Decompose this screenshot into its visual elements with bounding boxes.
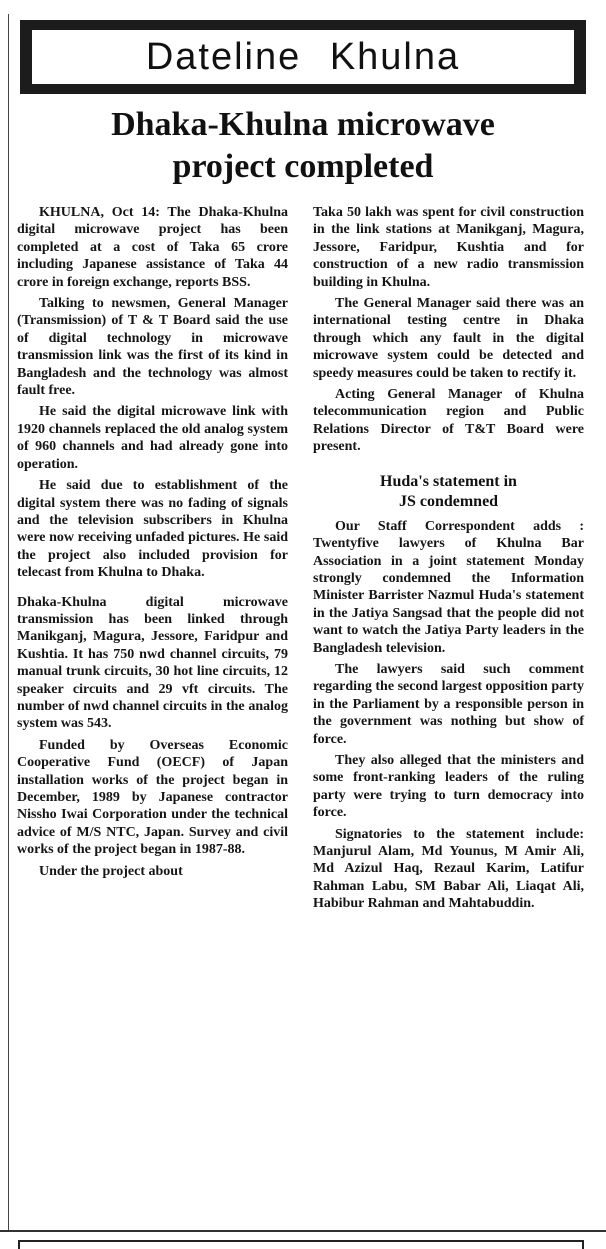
left-column-rule [8,14,9,1234]
article-column-right [313,204,584,917]
left-paragraph-1: KHULNA, Oct 14: The Dhaka-Khulna digital microwave project has been completed at a cost of Taka 65 crore including Japanese assistance of Taka 44 crore in foreign exchange, reports BSS. [17,205,288,290]
section-title: Dateline Khulna [145,35,461,78]
sub-paragraph-1: Our Staff Correspondent adds : Twentyfive lawyers of Khulna Bar Association in a joint statement Monday strongly condemned the Information Minister Barrister Nazmul Huda's statement in the Jatiya Sangsad that the people did not want to watch the Jatiya Party leaders in the Bangladesh television. [313,518,584,656]
sub-article-headline [313,472,584,512]
sub-paragraph-3: They also alleged that the ministers and some front-ranking leaders of the ruling party were trying to turn democracy into force. [313,752,584,821]
right-paragraph-1: Taka 50 lakh was spent for civil construction in the link stations at Manikganj, Magura, Jessore, Faridpur, Kushtia and for construction of a new radio transmission building in Khulna. [313,205,584,290]
right-paragraph-3: Acting General Manager of Khulna telecommunication region and Public Relations Director of T&T Board were present. [313,387,584,455]
subhead-line-2: JS condemned [398,492,499,510]
article-headline [14,104,592,188]
left-paragraph-3: He said the digital microwave link with 1920 channels replaced the old analog system of 960 channels and had already gone into operation. [17,404,288,472]
section-banner [20,20,586,94]
subhead-line-1: Huda's statement in [380,472,517,490]
section-banner-inner [30,28,576,86]
headline-line-1: Dhaka-Khulna microwave [111,106,495,143]
sub-paragraph-2: The lawyers said such comment regarding the second largest opposition party in the Parliament by a responsible person in the government was nothing but show of force. [313,661,584,747]
right-paragraph-2: The General Manager said there was an international testing centre in Dhaka through which any fault in the digital microwave system could be detected and speedy measures could be taken to rectify it. [313,296,584,381]
left-paragraph-4: He said due to establishment of the digital system there was no fading of signals and the television subscribers in Khulna were now receiving unfaded pictures. He said the project also included provision for telecast from Khulna to Dhaka. [17,478,288,581]
left-paragraph-5: Dhaka-Khulna digital microwave transmission has been linked through Manikganj, Magura, Jessore, Faridpur and Kushtia. It has 750 nwd channel circuits, 79 manual trunk circuits, 30 hot line circuits, 12 speaker circuits and 29 vft circuits. The number of nwd channel circuits in the analog system was 543. [17,594,288,732]
article-column-left [17,204,288,884]
left-paragraph-2: Talking to newsmen, General Manager (Transmission) of T & T Board said the use of digital technology in microwave transmission link was the first of its kind in Bangladesh and the technology was almost fault free. [17,296,288,399]
left-paragraph-7: Under the project about [39,863,183,879]
sub-paragraph-4: Signatories to the statement include: Manjurul Alam, Md Younus, M Amir Ali, Md Azizul Haq, Rezaul Karim, Latifur Rahman Labu, SM Babar Ali, Liaqat Ali, Habibur Rahman and Mahtabuddin. [313,826,584,912]
next-article-frame [18,1240,584,1249]
bottom-border [0,1230,606,1249]
left-paragraph-6: Funded by Overseas Economic Cooperative Fund (OECF) of Japan installation works of the project began in December, 1989 by Japanese contractor Nissho Iwai Corporation under the technical advice of M/S NTC, Japan. Survey and civil works of the project began in 1987-88. [17,737,288,858]
headline-line-2: project completed [172,148,434,185]
